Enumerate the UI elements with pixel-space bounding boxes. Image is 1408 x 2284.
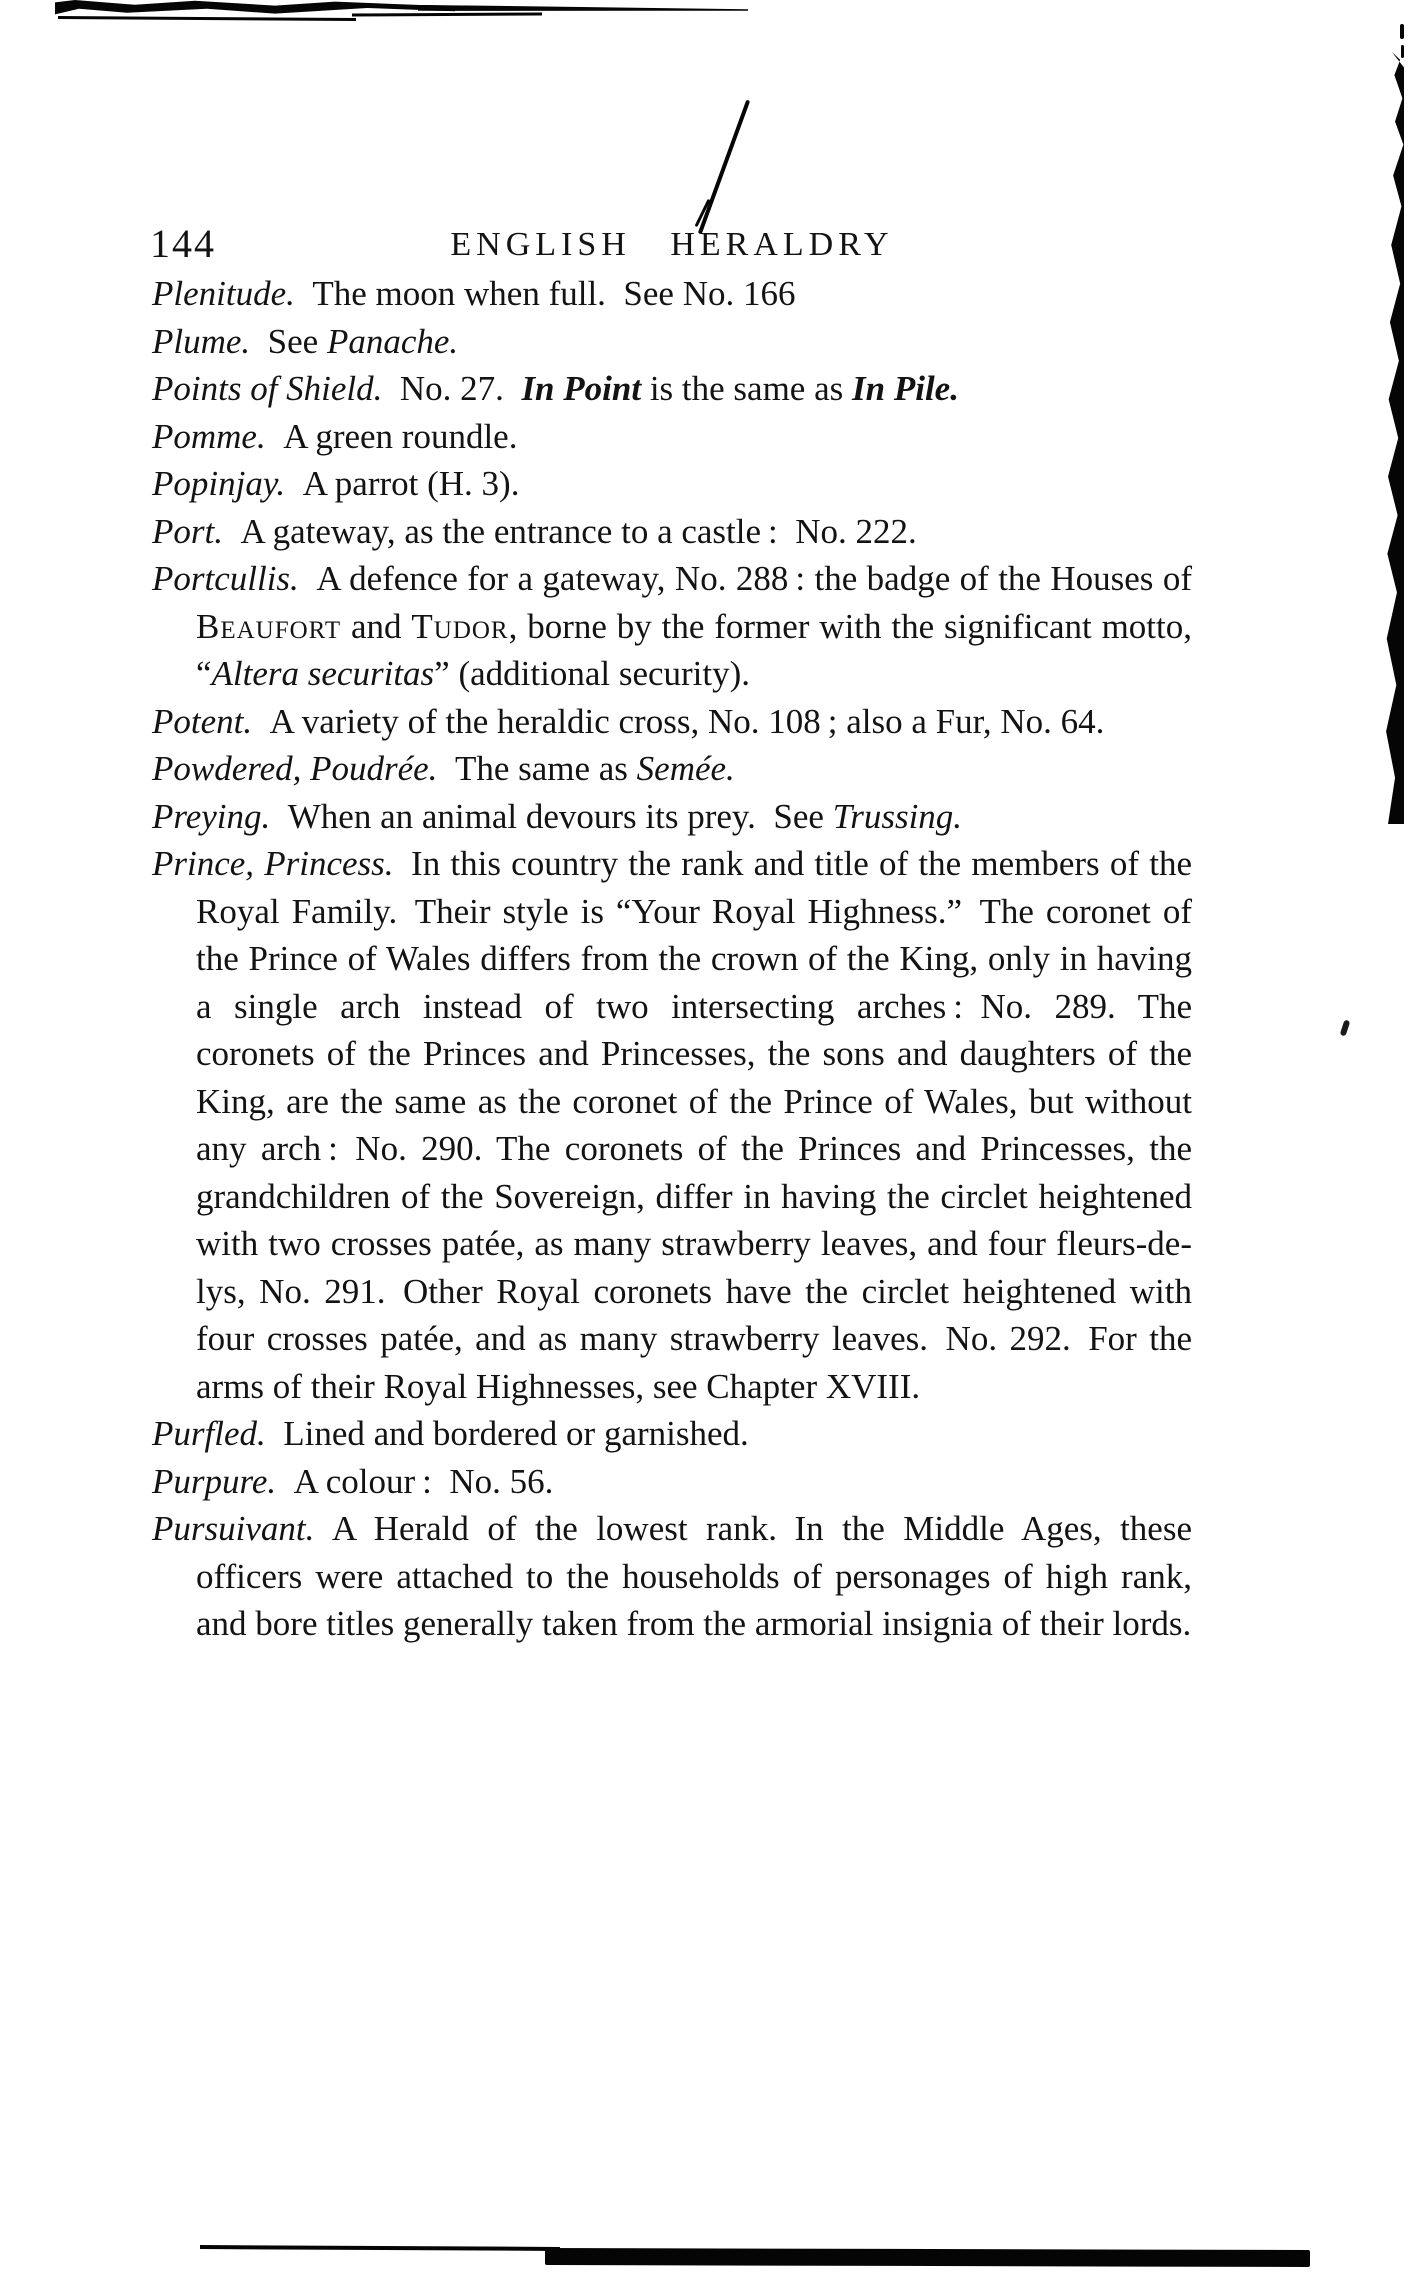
entry-segment-term: Purpure.: [152, 1461, 277, 1501]
entry-segment-term: Purfled.: [152, 1414, 266, 1453]
entry-segment-smallcaps: Tudor: [411, 606, 509, 646]
ink-squiggle-top-left: [58, 16, 356, 21]
entry-preying: [152, 793, 1192, 841]
entry-powdered: [152, 745, 1192, 793]
entry-plume: [152, 318, 1192, 366]
entry-segment-roman: A gateway, as the entrance to a castle : No. 222.: [222, 511, 917, 551]
entry-purpure: [152, 1458, 1192, 1506]
entry-segment-roman: ” (additional security).: [434, 654, 751, 693]
running-header: ENGLISH HERALDRY: [450, 226, 894, 263]
entry-segment-term: Pomme.: [152, 416, 266, 456]
entry-segment-roman: When an animal devours its prey. See: [270, 796, 833, 836]
entry-segment-bolditalic: In Pile.: [852, 369, 959, 408]
entry-pomme: [152, 413, 1192, 461]
entry-segment-roman: A variety of the heraldic cross, No. 108 ; also a Fur, No. 64.: [252, 701, 1105, 741]
entry-segment-roman: The same as: [437, 749, 637, 788]
entry-segment-roman: A parrot (H. 3).: [285, 464, 520, 503]
entry-port: [152, 508, 1192, 556]
entry-segment-roman: is the same as: [641, 369, 853, 408]
entry-segment-term: Potent.: [152, 701, 253, 741]
entries-list: [152, 270, 1192, 1648]
entry-segment-italic: Trussing.: [832, 796, 963, 836]
entry-segment-italic: Altera securitas: [211, 654, 435, 693]
entry-purfled: [152, 1410, 1192, 1458]
entry-pursuivant: [152, 1505, 1192, 1648]
entry-segment-term: Powdered, Poudrée.: [152, 749, 438, 788]
page-number: 144: [150, 221, 216, 266]
entry-points-of-shield: [152, 365, 1192, 413]
entry-segment-roman: A defence for a gateway, No. 288 : the badge of the Houses of: [298, 559, 1192, 598]
entry-potent: [152, 698, 1192, 746]
entry-prince-princess: [152, 840, 1192, 1410]
entry-segment-term: Prince, Princess.: [152, 844, 394, 883]
ink-bar-bottom: [545, 2248, 1310, 2267]
entry-segment-roman: Lined and bordered or garnished.: [265, 1414, 749, 1453]
entry-plenitude: [152, 270, 1192, 318]
pen-stroke-diagonal-top-right: [698, 100, 750, 235]
ink-dash-top-right-2: [1401, 45, 1404, 58]
entry-segment-roman: The moon when full. See No. 166: [294, 274, 796, 313]
entry-segment-roman: A green roundle.: [265, 416, 518, 456]
entry-popinjay: [152, 460, 1192, 508]
ink-line-bottom-left: [200, 2245, 560, 2251]
entry-segment-smallcaps: Beaufort: [196, 606, 342, 646]
entry-segment-roman: A Herald of the lowest rank. In the Middle Ages, these officers were attached to the households of personages of high rank, and bore titles generally taken from the armorial insignia of their lords.: [196, 1509, 1192, 1643]
entry-segment-roman: No. 27.: [382, 369, 522, 408]
book-gutter-shadow-right-edge: [1372, 52, 1404, 824]
entry-segment-roman: A colour : No. 56.: [276, 1461, 554, 1501]
entry-segment-roman: In this country the rank and title of the members of the Royal Family. Their style is “Your Royal Highness.” The coronet of the Prince of Wales differs from the crown of the King, only in having a single arch instead of two intersecting arches : No. 289. The coronets of the Princes and Princesses, the sons and daughters of the King, are the same as the coronet of the Prince of Wales, but without any arch : No. 290. The coronets of the Princes and Princesses, the grandchildren of the Sovereign, differ in having the circlet heightened with two crosses patée, as many strawberry leaves, and four fleurs-de-lys, No. 291. Other Royal coronets have the circlet heightened with four crosses patée, and as many strawberry leaves. No. 292. For the arms of their Royal Highnesses, see Chapter XVIII.: [196, 844, 1192, 1406]
entry-segment-term: Plenitude.: [152, 274, 295, 313]
small-ink-mark-right-margin: [1340, 1019, 1351, 1036]
entry-segment-term: Portcullis.: [152, 559, 299, 598]
entry-segment-roman: and: [341, 606, 412, 646]
entry-segment-term: Points of Shield.: [152, 369, 383, 408]
entry-segment-term: Plume.: [152, 321, 251, 361]
entry-segment-term: Popinjay.: [152, 464, 286, 503]
entry-segment-roman: , borne by the former with the significant motto, “: [196, 606, 1192, 693]
entry-portcullis: [152, 555, 1192, 698]
entry-segment-term: Port.: [152, 511, 223, 551]
entry-segment-term: Pursuivant.: [152, 1509, 315, 1548]
entry-segment-italic: Panache.: [326, 321, 459, 361]
entry-segment-bolditalic: In Point: [521, 369, 642, 408]
entry-segment-italic: Semée.: [636, 749, 735, 788]
entry-segment-term: Preying.: [152, 796, 271, 836]
ink-squiggle-top-left-2: [352, 13, 542, 17]
entry-segment-roman: See: [250, 321, 327, 361]
ink-dash-top-right-1: [1400, 24, 1404, 39]
